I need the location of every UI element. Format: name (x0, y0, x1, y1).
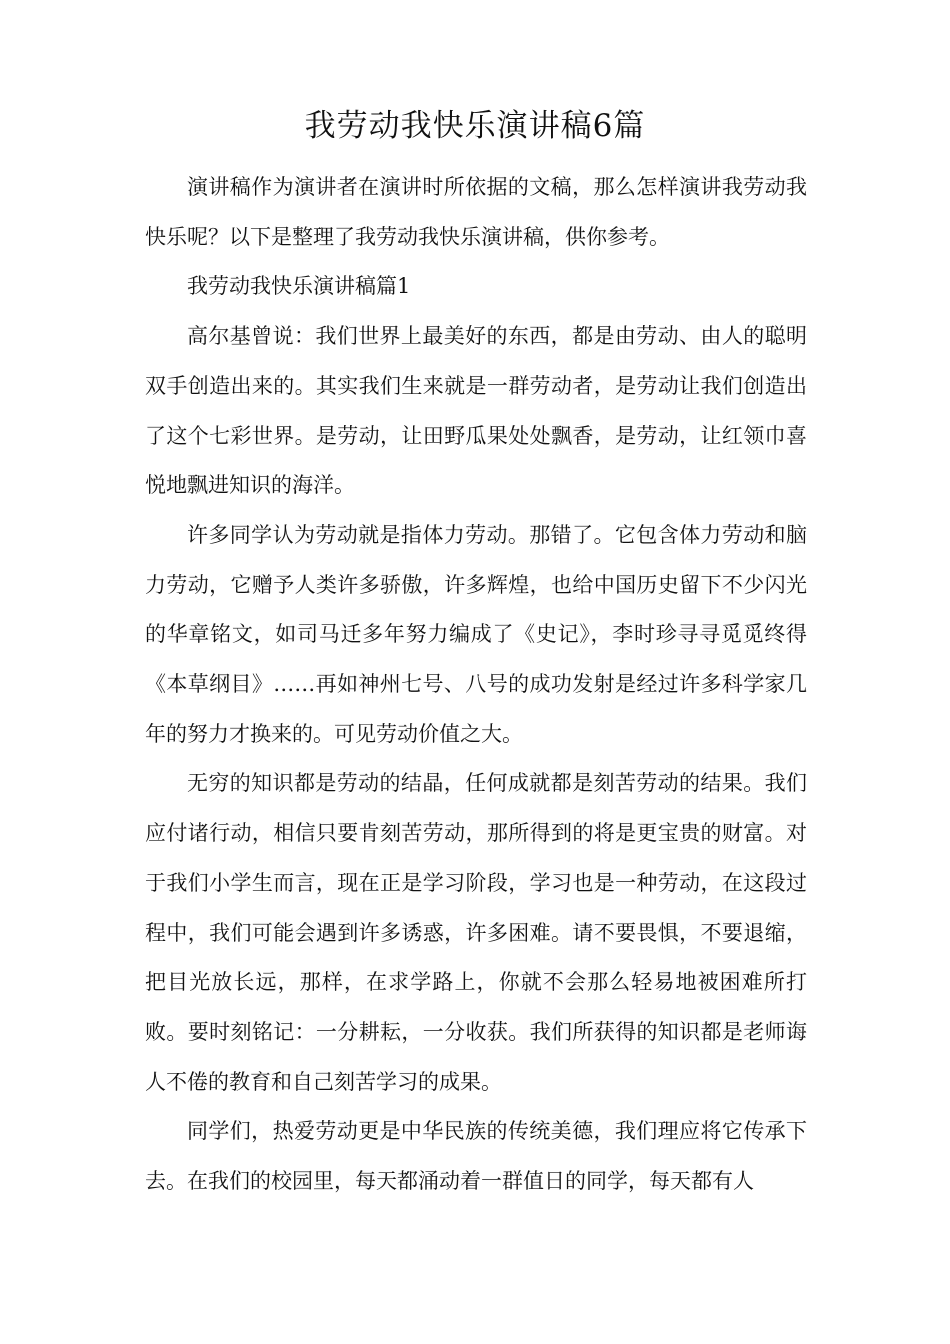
body-paragraph: 无穷的知识都是劳动的结晶，任何成就都是刻苦劳动的结果。我们应付诸行动，相信只要肯刻苦劳动，那所得到的将是更宝贵的财富。对于我们小学生而言，现在正是学习阶段，学习也是一种劳动，在这段过程中，我们可能会遇到许多诱惑，许多困难。请不要畏惧，不要退缩，把目光放长远，那样，在求学路上，你就不会那么轻易地被困难所打败。要时刻铭记：一分耕耘，一分收获。我们所获得的知识都是老师诲人不倦的教育和自己刻苦学习的成果。 (145, 771, 807, 1094)
intro-paragraph: 演讲稿作为演讲者在演讲时所依据的文稿，那么怎样演讲我劳动我快乐呢？以下是整理了我劳动我快乐演讲稿，供你参考。 (145, 175, 807, 249)
section-heading: 我劳动我快乐演讲稿篇1 (187, 274, 411, 299)
body-paragraph: 同学们，热爱劳动更是中华民族的传统美德，我们理应将它传承下去。在我们的校园里，每天都涌动着一群值日的同学，每天都有人 (145, 1119, 807, 1194)
body-paragraph: 许多同学认为劳动就是指体力劳动。那错了。它包含体力劳动和脑力劳动，它赠予人类许多骄傲，许多辉煌，也给中国历史留下不少闪光的华章铭文，如司马迁多年努力编成了《史记》，李时珍寻寻觅觅终得《本草纲目》……再如神州七号、八号的成功发射是经过许多科学家几年的努力才换来的。可见劳动价值之大。 (145, 522, 807, 746)
document-title: 我劳动我快乐演讲稿6篇 (304, 108, 646, 144)
body-paragraph: 高尔基曾说：我们世界上最美好的东西，都是由劳动、由人的聪明双手创造出来的。其实我们生来就是一群劳动者，是劳动让我们创造出了这个七彩世界。是劳动，让田野瓜果处处飘香，是劳动，让红领巾喜悦地飘进知识的海洋。 (145, 324, 807, 498)
document-body (145, 163, 807, 1207)
